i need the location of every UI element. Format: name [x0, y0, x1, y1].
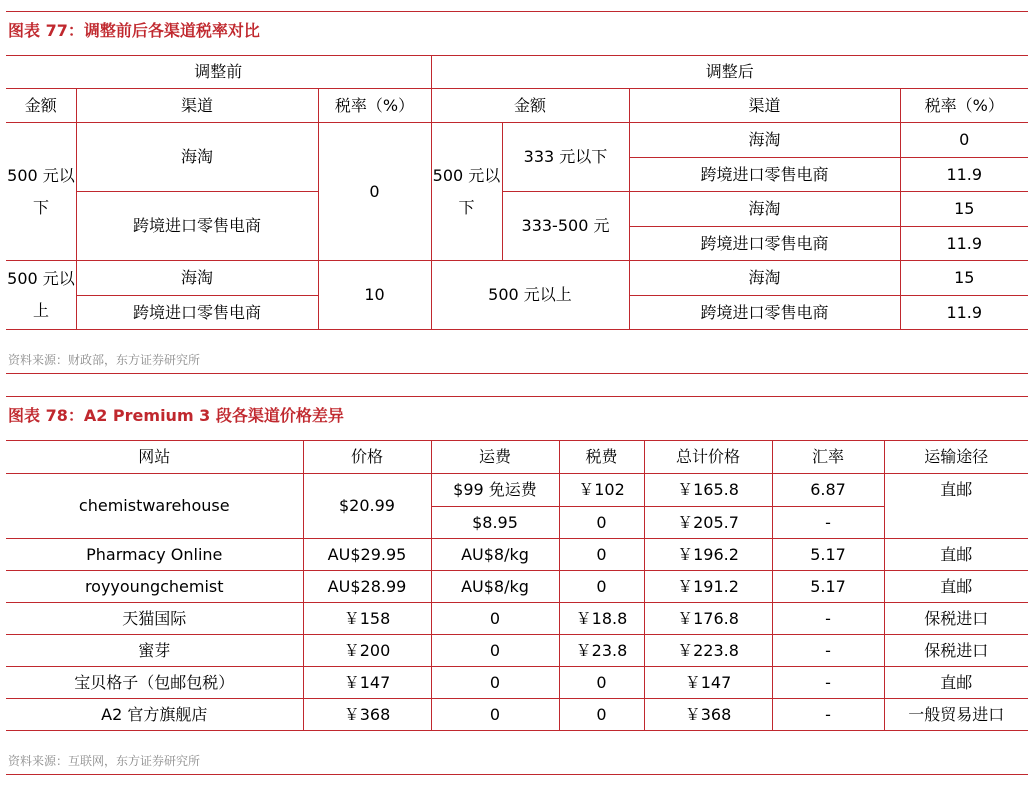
after-rate: 0: [900, 123, 1028, 158]
shipping-cell: $8.95: [431, 507, 559, 539]
col-channel-after: 渠道: [629, 89, 900, 123]
rate-cell: -: [772, 603, 884, 635]
section-rule: [6, 373, 1028, 374]
shipping-cell: AU$8/kg: [431, 539, 559, 571]
price-cell: ￥158: [303, 603, 431, 635]
shipping-cell: $99 免运费: [431, 474, 559, 507]
tax-cell: 0: [559, 507, 644, 539]
before-amount-below500: 500 元以下: [6, 123, 76, 261]
col-rate-before: 税率（%）: [318, 89, 431, 123]
after-channel: 跨境进口零售电商: [629, 158, 900, 192]
total-cell: ￥176.8: [644, 603, 772, 635]
col-site: 网站: [6, 441, 303, 474]
top-rule: [6, 11, 1028, 12]
rate-cell: -: [772, 507, 884, 539]
col-rate: 汇率: [772, 441, 884, 474]
after-channel: 海淘: [629, 192, 900, 227]
col-price: 价格: [303, 441, 431, 474]
shipping-cell: 0: [431, 603, 559, 635]
header-after: 调整后: [431, 56, 1028, 89]
route-cell: 直邮: [884, 539, 1028, 571]
figure-78-source: 资料来源：互联网，东方证券研究所: [8, 754, 201, 768]
figure-78-title: 图表 78：A2 Premium 3 段各渠道价格差异: [8, 406, 344, 425]
section-rule: [6, 396, 1028, 397]
route-cell: 直邮: [884, 571, 1028, 603]
shipping-cell: AU$8/kg: [431, 571, 559, 603]
route-cell: 直邮: [884, 667, 1028, 699]
tax-cell: ￥18.8: [559, 603, 644, 635]
col-route: 运输途径: [884, 441, 1028, 474]
col-shipping: 运费: [431, 441, 559, 474]
table-row: [6, 539, 1028, 571]
price-cell: AU$29.95: [303, 539, 431, 571]
after-channel: 跨境进口零售电商: [629, 227, 900, 261]
before-channel-crossborder: 跨境进口零售电商: [76, 192, 318, 261]
before-amount-above500: 500 元以上: [6, 261, 76, 330]
total-cell: ￥147: [644, 667, 772, 699]
after-rate: 15: [900, 261, 1028, 296]
figure-77-source: 资料来源：财政部，东方证券研究所: [8, 353, 201, 367]
after-rate: 11.9: [900, 158, 1028, 192]
col-amount-after: 金额: [431, 89, 629, 123]
rate-cell: -: [772, 635, 884, 667]
price-cell: AU$28.99: [303, 571, 431, 603]
col-amount-before: 金额: [6, 89, 76, 123]
before-channel-crossborder: 跨境进口零售电商: [76, 296, 318, 330]
site-cell: 蜜芽: [6, 635, 303, 667]
tax-cell: 0: [559, 571, 644, 603]
rate-cell: 6.87: [772, 474, 884, 507]
price-comparison-table: [6, 440, 1028, 731]
col-rate-after: 税率（%）: [900, 89, 1028, 123]
rate-cell: -: [772, 699, 884, 731]
site-cell: Pharmacy Online: [6, 539, 303, 571]
after-rate: 11.9: [900, 227, 1028, 261]
total-cell: ￥191.2: [644, 571, 772, 603]
tax-rate-comparison-table: [6, 55, 1028, 330]
table-row: [6, 667, 1028, 699]
col-channel-before: 渠道: [76, 89, 318, 123]
after-tier-below333: 333 元以下: [502, 123, 629, 192]
after-tier-333-500: 333-500 元: [502, 192, 629, 261]
price-cell: ￥200: [303, 635, 431, 667]
after-channel: 跨境进口零售电商: [629, 296, 900, 330]
price-cell: ￥368: [303, 699, 431, 731]
site-cell: royyoungchemist: [6, 571, 303, 603]
route-cell: 一般贸易进口: [884, 699, 1028, 731]
after-amount-below500: 500 元以下: [431, 123, 502, 261]
tax-cell: 0: [559, 539, 644, 571]
col-total: 总计价格: [644, 441, 772, 474]
after-rate: 11.9: [900, 296, 1028, 330]
route-cell: 保税进口: [884, 603, 1028, 635]
header-before: 调整前: [6, 56, 431, 89]
total-cell: ￥205.7: [644, 507, 772, 539]
site-cell: chemistwarehouse: [6, 474, 303, 539]
before-rate-below500: 0: [318, 123, 431, 261]
rate-cell: -: [772, 667, 884, 699]
table-row: [6, 635, 1028, 667]
after-channel: 海淘: [629, 123, 900, 158]
shipping-cell: 0: [431, 699, 559, 731]
table-row: [6, 603, 1028, 635]
after-channel: 海淘: [629, 261, 900, 296]
route-cell: 保税进口: [884, 635, 1028, 667]
total-cell: ￥368: [644, 699, 772, 731]
tax-cell: 0: [559, 667, 644, 699]
col-tax: 税费: [559, 441, 644, 474]
before-channel-haitao: 海淘: [76, 261, 318, 296]
table-row: [6, 699, 1028, 731]
tax-cell: ￥23.8: [559, 635, 644, 667]
route-cell: 直邮: [884, 474, 1028, 539]
figure-77-title: 图表 77：调整前后各渠道税率对比: [8, 21, 260, 40]
after-rate: 15: [900, 192, 1028, 227]
before-rate-above500: 10: [318, 261, 431, 330]
tax-cell: 0: [559, 699, 644, 731]
price-cell: $20.99: [303, 474, 431, 539]
shipping-cell: 0: [431, 635, 559, 667]
total-cell: ￥196.2: [644, 539, 772, 571]
site-cell: 宝贝格子（包邮包税）: [6, 667, 303, 699]
price-cell: ￥147: [303, 667, 431, 699]
tax-cell: ￥102: [559, 474, 644, 507]
after-amount-above500: 500 元以上: [431, 261, 629, 330]
table-row: [6, 571, 1028, 603]
bottom-rule: [6, 774, 1028, 775]
site-cell: A2 官方旗舰店: [6, 699, 303, 731]
rate-cell: 5.17: [772, 571, 884, 603]
total-cell: ￥223.8: [644, 635, 772, 667]
total-cell: ￥165.8: [644, 474, 772, 507]
shipping-cell: 0: [431, 667, 559, 699]
before-channel-haitao: 海淘: [76, 123, 318, 192]
site-cell: 天猫国际: [6, 603, 303, 635]
rate-cell: 5.17: [772, 539, 884, 571]
